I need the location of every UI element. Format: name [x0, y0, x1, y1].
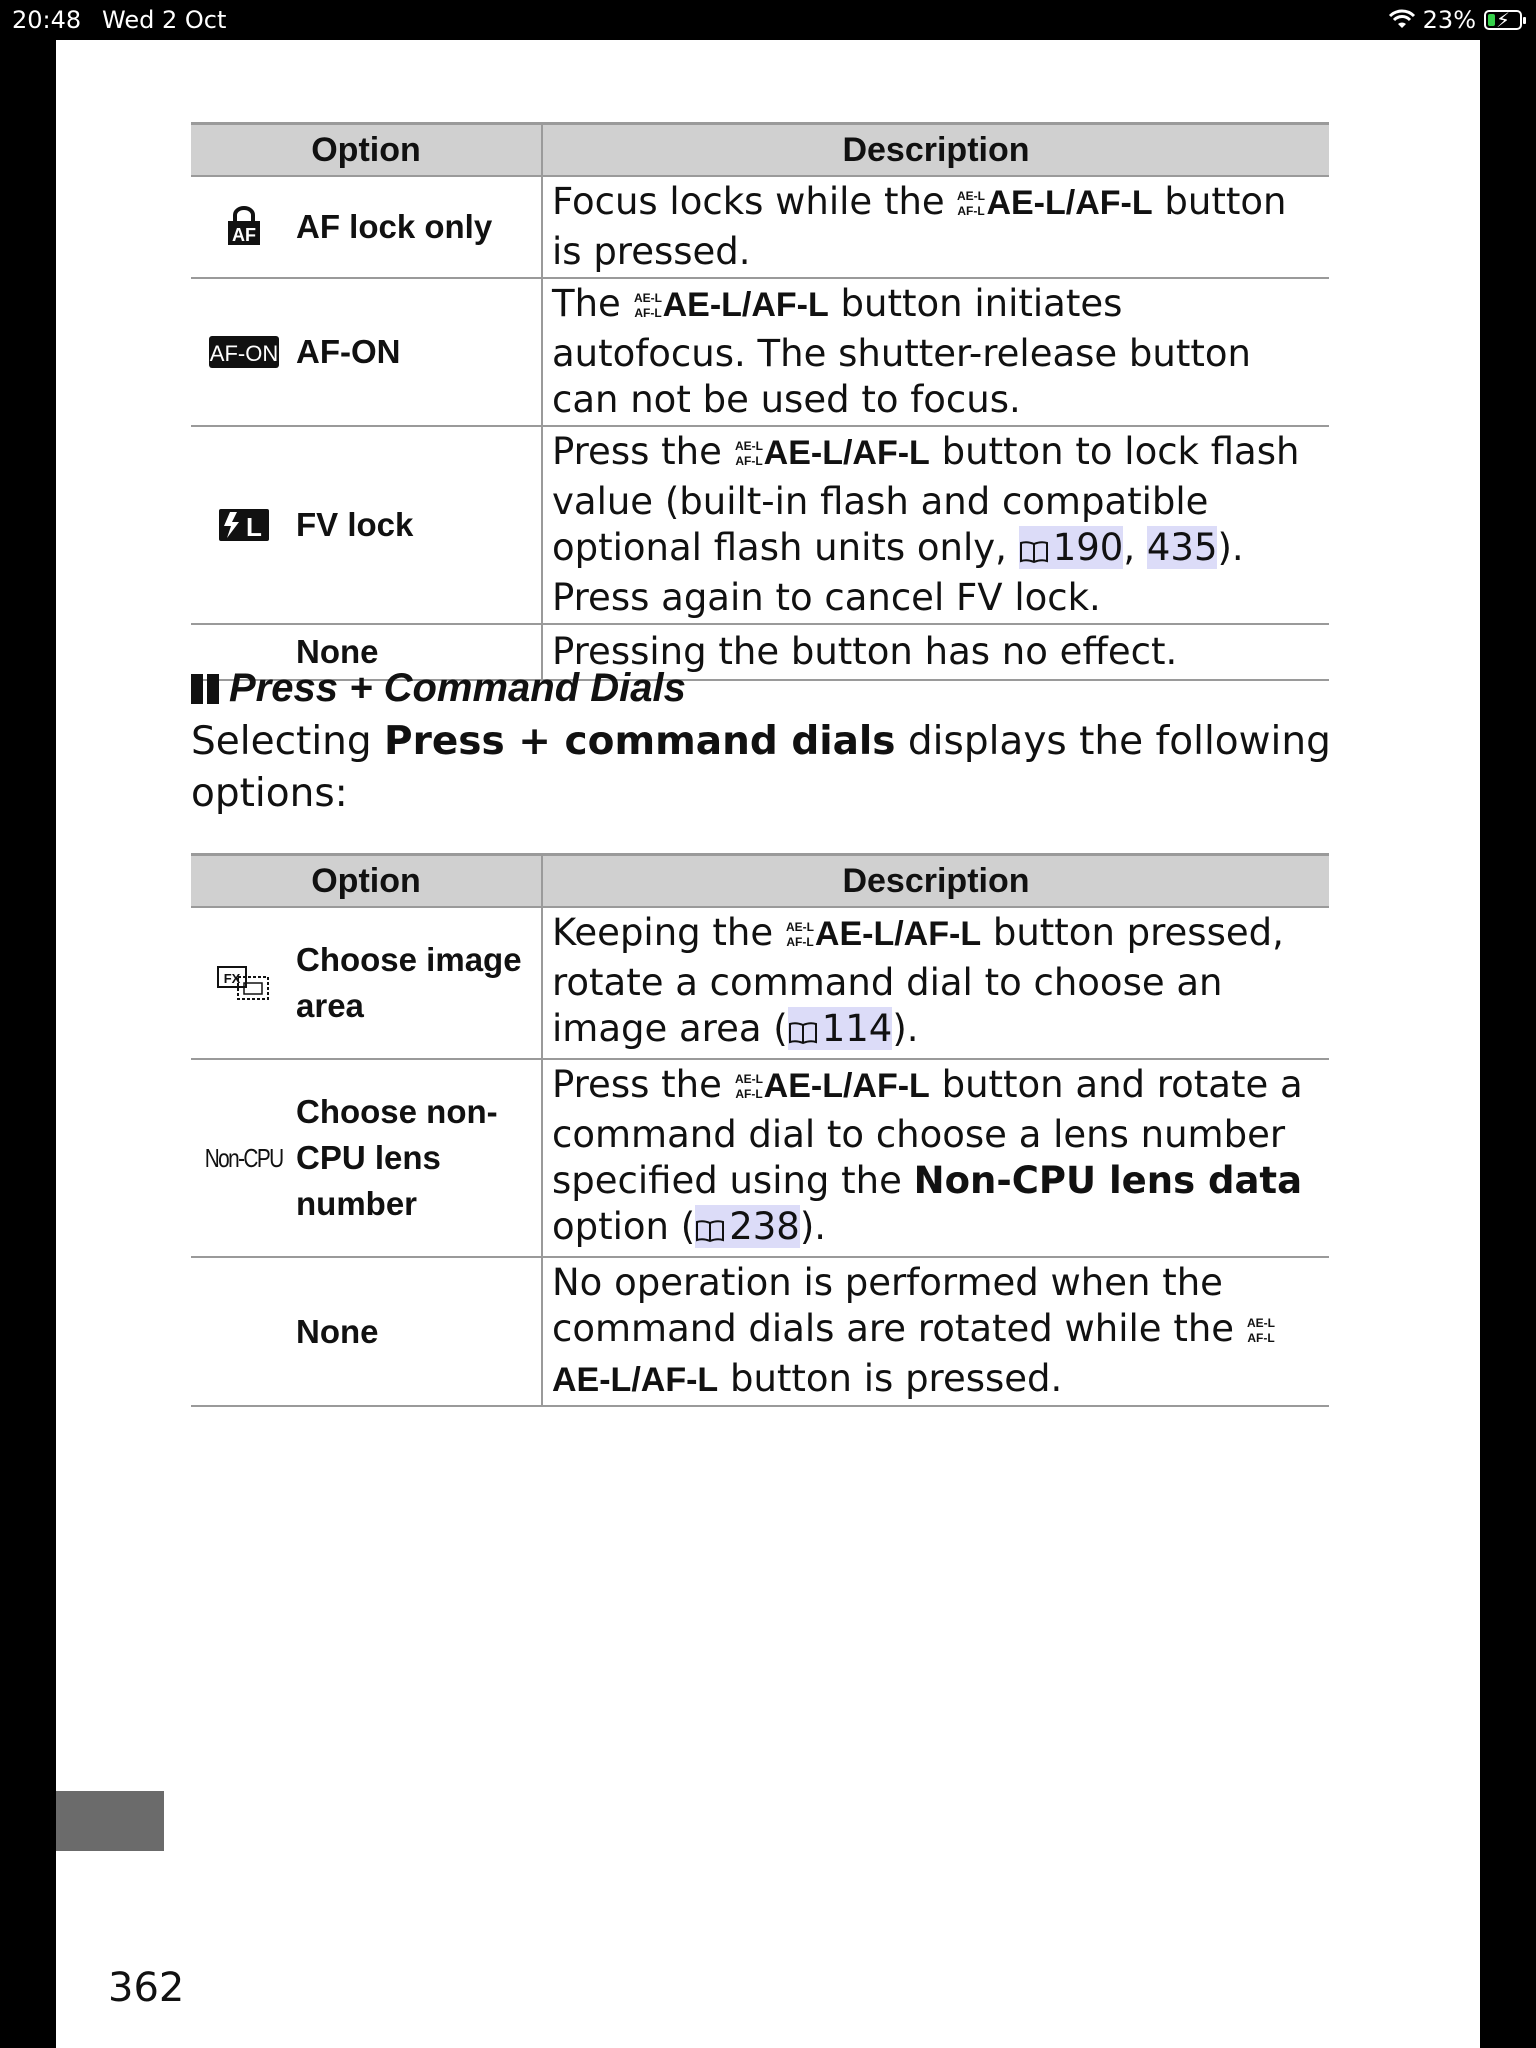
- desc-text: Press the: [552, 430, 722, 473]
- side-tab-marker: [56, 1791, 164, 1851]
- desc-text: option (: [552, 1205, 696, 1248]
- option-cell: [191, 176, 542, 278]
- table-row: [191, 176, 1329, 278]
- button-name: AE-L/AF-L: [763, 1067, 930, 1105]
- desc-text: Keeping the: [552, 911, 774, 954]
- options-table-2: [191, 853, 1329, 1407]
- svg-text:AE-L: AE-L: [734, 1072, 763, 1086]
- svg-text:AF-L: AF-L: [957, 204, 986, 218]
- heading-marker-icon: [191, 674, 219, 704]
- desc-text: The: [552, 282, 621, 325]
- table-row: [191, 1059, 1329, 1257]
- svg-text:FX: FX: [223, 971, 240, 986]
- svg-text:AF-L: AF-L: [1247, 1331, 1275, 1345]
- page-link-238[interactable]: [695, 1205, 800, 1248]
- option-cell: [191, 1257, 542, 1406]
- ae-l-af-l-icon: [1246, 1310, 1275, 1356]
- option-cell: [191, 426, 542, 624]
- desc-text: ).: [799, 1205, 827, 1248]
- options-table-1: [191, 122, 1329, 681]
- link-text: 114: [821, 1007, 893, 1050]
- book-icon: [1019, 529, 1049, 575]
- intro-text: Selecting: [191, 719, 372, 764]
- page-link-190[interactable]: [1019, 526, 1124, 569]
- svg-text:AE-L: AE-L: [633, 291, 662, 305]
- svg-text:AE-L: AE-L: [734, 439, 763, 453]
- desc-text: Focus locks while the: [552, 180, 945, 223]
- book-icon: [695, 1208, 725, 1254]
- option-cell: [191, 1059, 542, 1257]
- table-row: [191, 1257, 1329, 1406]
- image-area-icon: [216, 965, 272, 1001]
- table-header-row: [191, 855, 1329, 908]
- page-link-435[interactable]: 435: [1146, 526, 1218, 569]
- page-number: 362: [108, 1965, 185, 2011]
- header-option: Option: [191, 855, 542, 908]
- battery-icon: [1484, 10, 1522, 30]
- desc-text: button initiates autofocus. The shutter-release button can not be used to focus.: [552, 282, 1251, 421]
- status-date: Wed 2 Oct: [102, 6, 227, 34]
- af-lock-icon: [226, 208, 262, 246]
- book-icon: [788, 1010, 818, 1056]
- desc-bold: Non-CPU lens data: [913, 1159, 1303, 1202]
- table-row: [191, 426, 1329, 624]
- desc-text: button pressed, rotate a command dial to choose an image area (: [552, 911, 1284, 1050]
- description-cell: [542, 176, 1329, 278]
- wifi-icon: [1389, 10, 1415, 30]
- header-description: Description: [542, 124, 1329, 177]
- desc-text: Pressing the button has no effect.: [552, 630, 1178, 673]
- header-option: Option: [191, 124, 542, 177]
- option-label: Choose image area: [296, 941, 522, 1024]
- fv-lock-icon: [218, 508, 270, 542]
- option-label: None: [296, 1312, 379, 1350]
- option-cell: [191, 278, 542, 426]
- intro-bold: Press + command dials: [384, 719, 896, 764]
- link-text: 190: [1052, 526, 1124, 569]
- description-cell: [542, 426, 1329, 624]
- option-cell: [191, 907, 542, 1059]
- ae-l-af-l-icon: [785, 914, 814, 960]
- table-row: [191, 907, 1329, 1059]
- af-on-icon: [208, 335, 280, 369]
- section-heading: [191, 666, 686, 711]
- option-label: Choose non-CPU lens number: [296, 1093, 498, 1222]
- option-label: FV lock: [296, 506, 414, 543]
- desc-text: Press the: [552, 1063, 722, 1106]
- svg-text:AF-L: AF-L: [786, 935, 814, 949]
- desc-text: button to lock flash value (built-in flash and compatible optional flash units only,: [552, 430, 1300, 569]
- status-right: [1389, 6, 1522, 34]
- ae-l-af-l-icon: [734, 433, 763, 479]
- intro-paragraph: [191, 716, 1341, 820]
- svg-text:AF-ON: AF-ON: [209, 341, 278, 366]
- manual-page: [56, 40, 1480, 2048]
- ae-l-af-l-icon: [734, 1066, 763, 1112]
- button-name: AE-L/AF-L: [986, 184, 1153, 222]
- table-row: [191, 278, 1329, 426]
- non-cpu-icon: Non-CPU: [204, 1143, 283, 1173]
- desc-text: ). Press again to cancel FV lock.: [552, 526, 1244, 619]
- option-label: None: [296, 633, 379, 670]
- page-link-114[interactable]: [788, 1007, 893, 1050]
- ae-l-af-l-icon: [957, 183, 986, 229]
- svg-text:AF-L: AF-L: [633, 306, 662, 320]
- charging-bolt-icon: ⚡: [1496, 8, 1511, 32]
- option-label: AF-ON: [296, 333, 401, 370]
- status-bar: [0, 0, 1536, 40]
- desc-text: button is pressed.: [552, 180, 1287, 273]
- button-name: AE-L/AF-L: [552, 1361, 719, 1399]
- svg-text:L: L: [245, 512, 262, 542]
- description-cell: [542, 1059, 1329, 1257]
- intro-text: displays the following options:: [191, 719, 1331, 816]
- svg-text:AE-L: AE-L: [785, 920, 814, 934]
- svg-text:AE-L: AE-L: [957, 189, 986, 203]
- ae-l-af-l-icon: [633, 285, 662, 331]
- header-description: Description: [542, 855, 1329, 908]
- button-name: AE-L/AF-L: [814, 915, 982, 953]
- status-time: 20:48: [12, 6, 82, 34]
- button-name: AE-L/AF-L: [763, 434, 930, 472]
- description-cell: [542, 278, 1329, 426]
- description-cell: [542, 907, 1329, 1059]
- description-cell: [542, 1257, 1329, 1406]
- svg-text:AF: AF: [231, 225, 256, 245]
- desc-text: ).: [892, 1007, 919, 1050]
- desc-text: button is pressed.: [729, 1357, 1063, 1400]
- link-text: 238: [729, 1205, 800, 1248]
- desc-text: ,: [1123, 526, 1136, 569]
- battery-percent: 23%: [1422, 6, 1476, 34]
- heading-text: Press + Command Dials: [229, 666, 686, 710]
- battery-level: [1488, 14, 1495, 26]
- svg-text:AE-L: AE-L: [1246, 1316, 1275, 1330]
- option-label: AF lock only: [296, 208, 493, 245]
- svg-text:AF-L: AF-L: [734, 454, 763, 468]
- table-header-row: [191, 124, 1329, 177]
- svg-text:AF-L: AF-L: [734, 1087, 763, 1101]
- button-name: AE-L/AF-L: [662, 286, 829, 324]
- desc-text: button and rotate a command dial to choose a lens number specified using the: [552, 1063, 1303, 1202]
- desc-text: No operation is performed when the command dials are rotated while the: [552, 1261, 1235, 1350]
